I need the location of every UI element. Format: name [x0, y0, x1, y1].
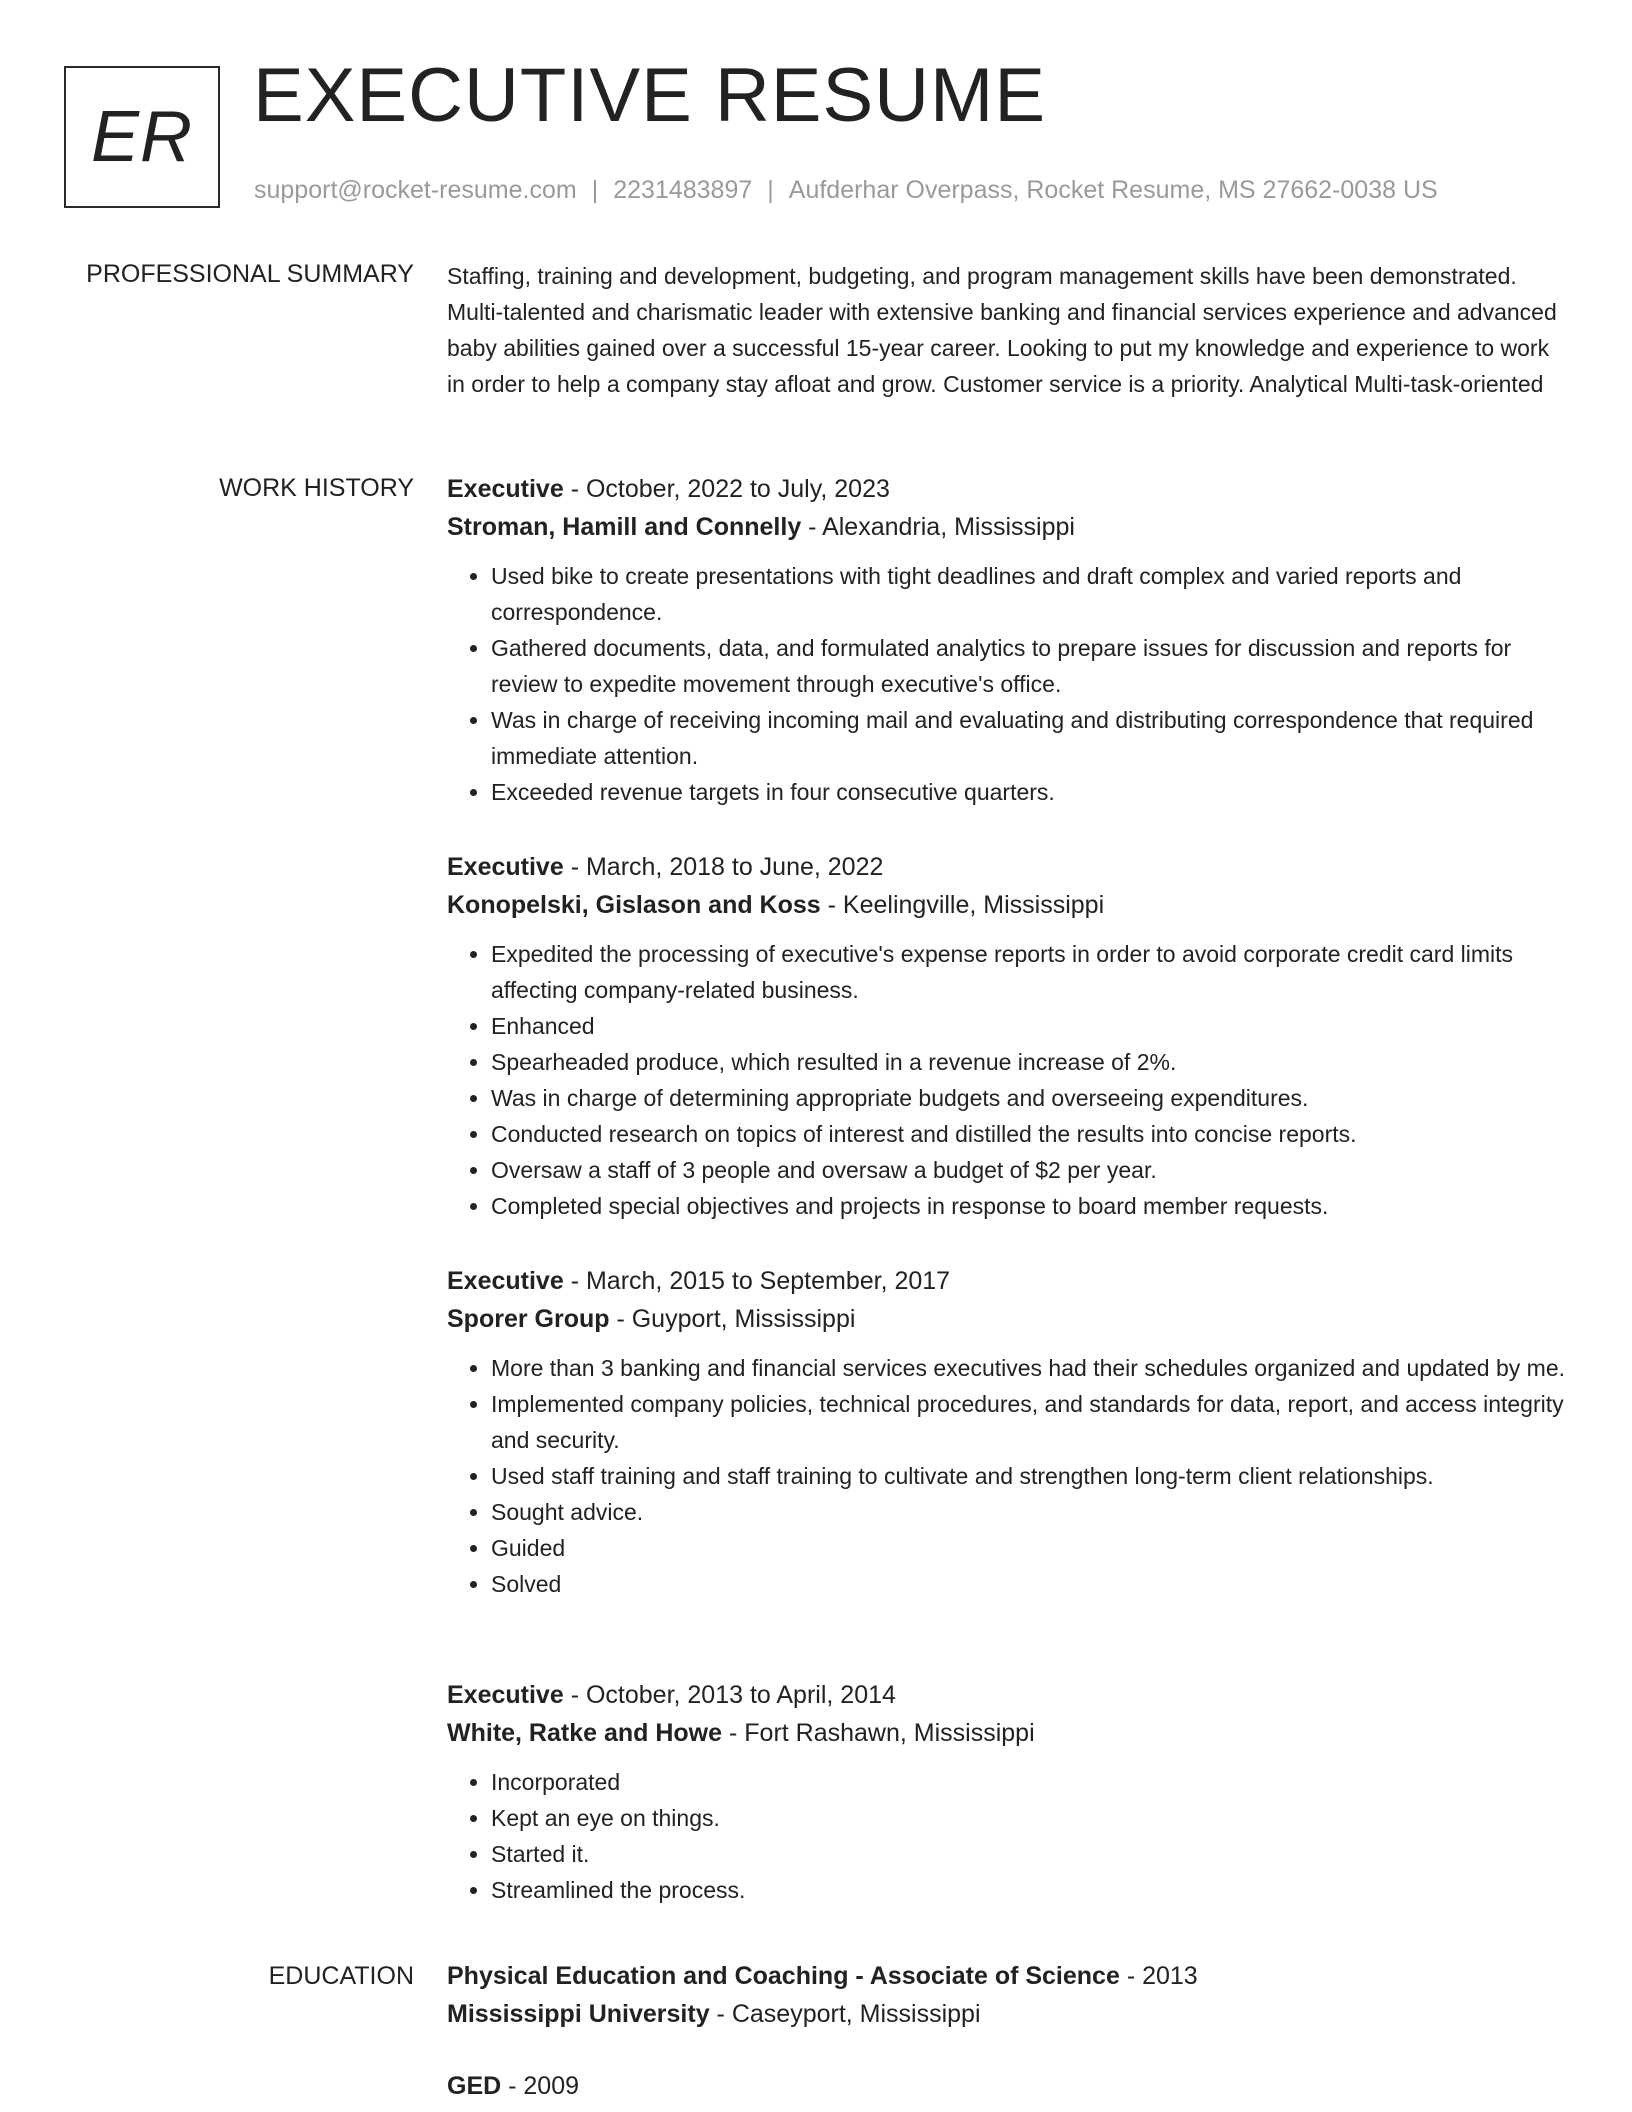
education-degree: Physical Education and Coaching - Associate of Science	[447, 1962, 1120, 1990]
job-bullets	[447, 1350, 1567, 1602]
job-location: - Alexandria, Mississippi	[801, 513, 1075, 541]
list-item: • Was in charge of determining appropriate budgets and overseeing expenditures.	[491, 1080, 1567, 1116]
job-title-line	[447, 1262, 1567, 1300]
job-entry	[447, 1676, 1567, 1908]
list-item: • Started it.	[491, 1836, 1567, 1872]
job-dates: - October, 2022 to July, 2023	[563, 475, 890, 503]
education-degree-line	[447, 1957, 1567, 1995]
list-item: • Kept an eye on things.	[491, 1800, 1567, 1836]
list-item: • Was in charge of receiving incoming mail and evaluating and distributing correspondence that required immediate attention.	[491, 702, 1567, 774]
list-item: • Spearheaded produce, which resulted in a revenue increase of 2%.	[491, 1044, 1567, 1080]
job-entry	[447, 1262, 1567, 1602]
job-company-line	[447, 508, 1567, 546]
job-entry	[447, 848, 1567, 1224]
job-company-line	[447, 886, 1567, 924]
list-item: • Used bike to create presentations with tight deadlines and draft complex and varied reports and correspondence.	[491, 558, 1567, 630]
list-item: • More than 3 banking and financial services executives had their schedules organized and updated by me.	[491, 1350, 1567, 1386]
job-company: Sporer Group	[447, 1305, 610, 1333]
list-item: • Expedited the processing of executive's expense reports in order to avoid corporate credit card limits affecting company-related business.	[491, 936, 1567, 1008]
contact-phone[interactable]: 2231483897	[613, 176, 753, 204]
job-title-line	[447, 470, 1567, 508]
list-item: • Incorporated	[491, 1764, 1567, 1800]
job-bullets	[447, 1764, 1567, 1908]
contact-address: Aufderhar Overpass, Rocket Resume, MS 27662-0038 US	[788, 176, 1438, 204]
list-item: • Solved	[491, 1566, 1567, 1602]
job-entry	[447, 470, 1567, 810]
education-school-line	[447, 1995, 1567, 2033]
education-year: - 2009	[501, 2072, 580, 2100]
education-degree: GED	[447, 2072, 502, 2100]
list-item: • Streamlined the process.	[491, 1872, 1567, 1908]
job-company: White, Ratke and Howe	[447, 1719, 723, 1747]
list-item: • Enhanced	[491, 1008, 1567, 1044]
education-school: Mississippi University	[447, 2000, 710, 2028]
job-location: - Guyport, Mississippi	[609, 1305, 856, 1333]
job-company: Stroman, Hamill and Connelly	[447, 513, 802, 541]
job-location: - Keelingville, Mississippi	[820, 891, 1105, 919]
education-location: - Caseyport, Mississippi	[709, 2000, 981, 2028]
job-bullets	[447, 558, 1567, 810]
contact-email[interactable]: support@rocket-resume.com	[254, 176, 577, 204]
list-item: • Implemented company policies, technical procedures, and standards for data, report, and access integrity and security.	[491, 1386, 1567, 1458]
job-title: Executive	[447, 1681, 564, 1709]
list-item: • Guided	[491, 1530, 1567, 1566]
list-item: • Exceeded revenue targets in four consecutive quarters.	[491, 774, 1567, 810]
job-title: Executive	[447, 853, 564, 881]
resume-name: EXECUTIVE RESUME	[253, 53, 1047, 138]
section-label-education: EDUCATION	[268, 1962, 414, 1990]
contact-separator: |	[591, 176, 599, 204]
job-dates: - October, 2013 to April, 2014	[563, 1681, 896, 1709]
job-company-line	[447, 1714, 1567, 1752]
contact-separator: |	[767, 176, 774, 204]
job-title-line	[447, 1676, 1567, 1714]
job-title: Executive	[447, 475, 564, 503]
section-label-work-history: WORK HISTORY	[219, 474, 414, 502]
list-item: • Completed special objectives and projects in response to board member requests.	[491, 1188, 1567, 1224]
list-item: • Conducted research on topics of interest and distilled the results into concise reports.	[491, 1116, 1567, 1152]
contact-line	[254, 176, 1438, 205]
job-dates: - March, 2018 to June, 2022	[563, 853, 884, 881]
monogram-initials: ER	[90, 97, 194, 177]
summary-text: Staffing, training and development, budgeting, and program management skills have been demonstrated. Multi-talented and charismatic leader with extensive banking and financial services experience and advanced baby abilities gained over a successful 15-year career. Looking to put my knowledge and experience to work in order to help a company stay afloat and grow. Customer service is a priority. Analytical Multi-task-oriented	[447, 263, 1557, 397]
education-entry	[447, 2067, 1567, 2105]
education-degree-line	[447, 2067, 1567, 2105]
job-title-line	[447, 848, 1567, 886]
job-company: Konopelski, Gislason and Koss	[447, 891, 821, 919]
job-title: Executive	[447, 1267, 564, 1295]
job-bullets	[447, 936, 1567, 1224]
job-company-line	[447, 1300, 1567, 1338]
list-item: • Oversaw a staff of 3 people and oversaw a budget of $2 per year.	[491, 1152, 1567, 1188]
education-year: - 2013	[1119, 1962, 1198, 1990]
list-item: • Gathered documents, data, and formulated analytics to prepare issues for discussion and reports for review to expedite movement through executive's office.	[491, 630, 1567, 702]
section-label-summary: PROFESSIONAL SUMMARY	[86, 260, 414, 288]
job-location: - Fort Rashawn, Mississippi	[722, 1719, 1035, 1747]
job-dates: - March, 2015 to September, 2017	[563, 1267, 951, 1295]
list-item: • Sought advice.	[491, 1494, 1567, 1530]
monogram-box	[64, 66, 220, 208]
education-entry	[447, 1957, 1567, 2033]
list-item: • Used staff training and staff training to cultivate and strengthen long-term client relationships.	[491, 1458, 1567, 1494]
